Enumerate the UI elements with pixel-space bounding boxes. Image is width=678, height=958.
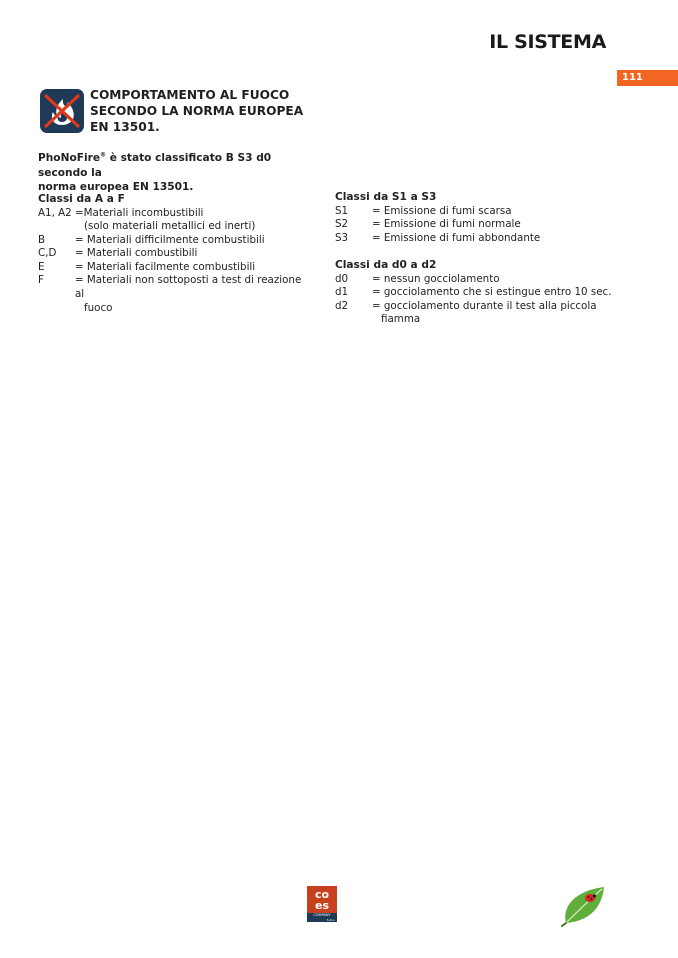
class-code: S2 [335,218,349,231]
class-row [38,261,308,275]
coes-logo-text: es [314,899,330,912]
class-d-section [335,259,615,327]
section-heading-line: COMPORTAMENTO AL FUOCO [90,88,290,102]
class-row [38,247,308,261]
registered-mark: ® [100,151,107,159]
class-code: d0 [335,272,349,285]
class-desc: =Materiali incombustibili [75,206,204,219]
class-row [38,234,308,248]
class-row [335,273,615,287]
coes-logo-text: S.R.L. [326,918,336,922]
class-row [335,300,615,314]
class-desc: = gocciolamento che si estingue entro 10 sec. [372,286,612,299]
class-desc: = Emissione di fumi scarsa [372,204,512,217]
intro-text: è stato classificato B S3 d0 secondo la [38,152,272,179]
class-desc: = Emissione di fumi normale [372,218,521,231]
class-code: S1 [335,204,349,217]
class-d-title: Classi da d0 a d2 [335,259,437,271]
class-row [335,286,615,300]
class-row [38,274,308,301]
class-row [335,218,615,232]
class-row [335,313,615,327]
class-code: S3 [335,231,349,244]
class-code: C,D [38,247,57,260]
intro-paragraph [38,151,308,195]
class-desc: fuoco [84,301,113,314]
class-code: E [38,260,45,273]
class-row [335,232,615,246]
class-desc: = Materiali non sottoposti a test di reazione al [75,274,302,301]
class-af-section [38,193,308,315]
class-code [335,313,372,327]
coes-logo-text: COMPANY [313,913,331,917]
class-desc: = Materiali facilmente combustibili [75,260,256,273]
page-title: IL SISTEMA [489,31,606,53]
fire-prohibited-icon [40,89,84,133]
class-s-title: Classi da S1 a S3 [335,191,437,203]
coes-logo [307,886,337,922]
coes-logo-text: co [314,888,330,901]
class-row [38,220,308,234]
section-heading-line: SECONDO LA NORMA EUROPEA [90,104,304,118]
page-number-badge: 111 [617,70,678,86]
class-code: A1, A2 [38,206,72,219]
class-code [38,302,75,316]
class-code: d2 [335,299,349,312]
class-desc: (solo materiali metallici ed inerti) [84,220,256,233]
section-heading [90,87,310,135]
class-desc: = gocciolamento durante il test alla piccola [372,299,597,312]
class-desc: = Emissione di fumi abbondante [372,231,541,244]
class-desc: fiamma [381,313,421,326]
brand-name: PhoNoFire [38,152,101,164]
class-code: F [38,274,44,287]
section-heading-line: EN 13501. [90,120,160,134]
class-row [38,207,308,221]
class-code: d1 [335,286,349,299]
class-code: B [38,233,46,246]
class-row [335,205,615,219]
class-s-section [335,191,615,245]
ladybug-leaf-icon [560,885,610,927]
class-desc: = Materiali difficilmente combustibili [75,233,265,246]
class-code [38,220,75,234]
class-desc: = nessun gocciolamento [372,272,500,285]
class-row [38,302,308,316]
class-desc: = Materiali combustibili [75,247,198,260]
class-af-title: Classi da A a F [38,193,125,205]
intro-text: norma europea EN 13501. [38,181,194,193]
